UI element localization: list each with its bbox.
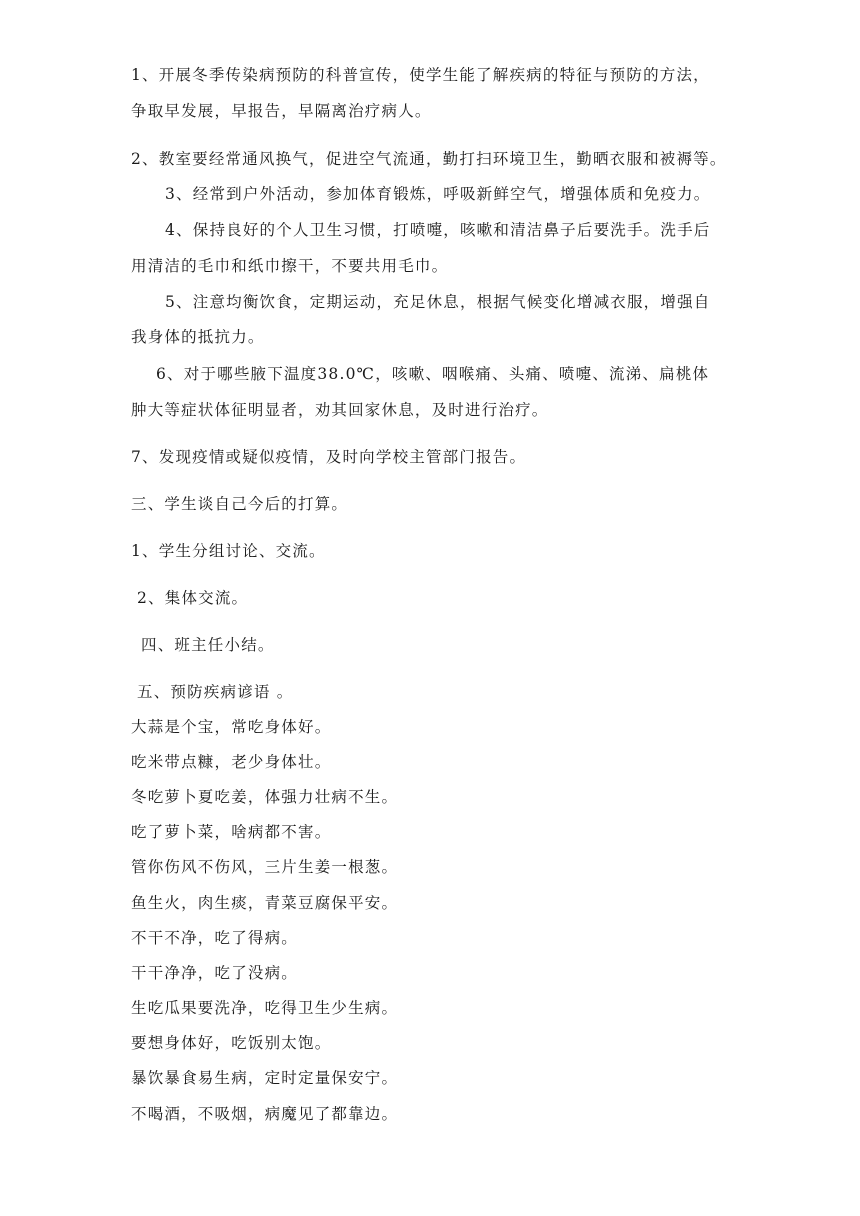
line-7: 5、注意均衡饮食，定期运动，充足休息，根据气候变化增减衣服，增强自 [165,293,711,311]
line-2: 争取早发展，早报告，早隔离治疗病人。 [131,102,432,120]
section-heading-3: 三、学生谈自己今后的打算。 [131,495,349,513]
proverb-9: 生吃瓜果要洗净，吃得卫生少生病。 [131,999,399,1017]
proverb-10: 要想身体好，吃饭别太饱。 [131,1034,332,1052]
proverb-2: 吃米带点糠，老少身体壮。 [131,753,332,771]
line-8: 我身体的抵抗力。 [131,328,265,346]
section-heading-4: 四、班主任小结。 [141,636,275,654]
line-1: 1、开展冬季传染病预防的科普宣传，使学生能了解疾病的特征与预防的方法， [131,66,710,84]
line-3: 2、教室要经常通风换气，促进空气流通，勤打扫环境卫生，勤晒衣服和被褥等。 [131,150,727,168]
line-4: 3、经常到户外活动，参加体育锻炼，呼吸新鲜空气，增强体质和免疫力。 [165,185,711,203]
line-13: 1、学生分组讨论、交流。 [131,542,326,560]
line-14: 2、集体交流。 [137,589,249,607]
proverb-12: 不喝酒，不吸烟，病魔见了都靠边。 [131,1105,399,1123]
proverb-6: 鱼生火，肉生痰，青菜豆腐保平安。 [131,894,399,912]
proverb-4: 吃了萝卜菜，啥病都不害。 [131,823,332,841]
proverb-3: 冬吃萝卜夏吃姜，体强力壮病不生。 [131,788,399,806]
proverb-7: 不干不净，吃了得病。 [131,929,299,947]
proverb-8: 干干净净，吃了没病。 [131,964,299,982]
proverb-11: 暴饮暴食易生病，定时定量保安宁。 [131,1069,399,1087]
line-6: 用清洁的毛巾和纸巾擦干，不要共用毛巾。 [131,257,449,275]
line-9: 6、对于哪些腋下温度38.0℃，咳嗽、咽喉痛、头痛、喷嚏、流涕、扁桃体 [156,365,710,383]
line-5: 4、保持良好的个人卫生习惯，打喷嚏，咳嗽和清洁鼻子后要洗手。洗手后 [165,221,711,239]
line-10: 肿大等症状体征明显者，劝其回家休息，及时进行治疗。 [131,401,549,419]
line-11: 7、发现疫情或疑似疫情，及时向学校主管部门报告。 [131,448,527,466]
proverb-5: 管你伤风不伤风，三片生姜一根葱。 [131,858,399,876]
proverb-1: 大蒜是个宝，常吃身体好。 [131,718,332,736]
section-heading-5: 五、预防疾病谚语 。 [137,683,294,701]
